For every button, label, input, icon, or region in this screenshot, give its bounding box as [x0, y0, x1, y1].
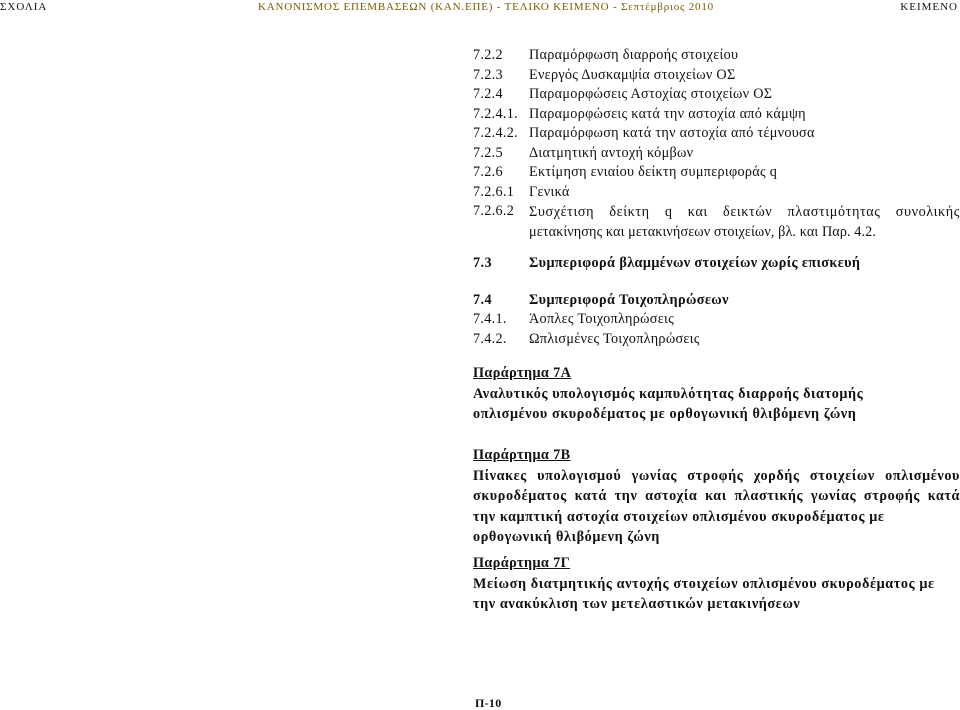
toc-item-number: 7.4.2. [473, 330, 507, 347]
toc-item-title: Άοπλες Τοιχοπληρώσεις [529, 311, 675, 327]
header-left-label: ΣΧΟΛΙΑ [0, 1, 48, 13]
toc-section-heading [473, 254, 960, 274]
toc-item [473, 144, 960, 164]
toc-item-number: 7.2.6.1 [473, 183, 515, 200]
toc-section-number: 7.3 [473, 255, 492, 271]
toc-section-heading [473, 291, 960, 311]
appendix-label: Παράρτημα 7Β [473, 447, 571, 463]
spacer [473, 274, 960, 291]
toc-item-title: Διατμητική αντοχή κόμβων [529, 144, 694, 161]
appendix-title-line: σκυροδέματος κατά την αστοχία και πλαστικής γωνίας στροφής κατά [473, 488, 960, 504]
appendix-7a [473, 363, 960, 425]
toc-item-title: Ωπλισμένες Τοιχοπληρώσεις [529, 330, 700, 347]
page-number: Π-10 [475, 696, 502, 710]
toc-item [473, 46, 960, 66]
toc-item-title [529, 202, 960, 242]
toc-item-title: Παραμόρφωση διαρροής στοιχείου [529, 47, 739, 63]
toc-item-title: Ενεργός Δυσκαμψία στοιχείων ΟΣ [529, 66, 736, 83]
toc-item-number: 7.2.2 [473, 47, 503, 63]
running-header [0, 0, 960, 14]
toc-item-number: 7.2.4.2. [473, 125, 518, 141]
appendix-title-line: Αναλυτικός υπολογισμός καμπυλότητας διαρροής διατομής [473, 385, 864, 402]
header-document-title: ΚΑΝΟΝΙΣΜΟΣ ΕΠΕΜΒΑΣΕΩΝ (ΚΑΝ.ΕΠΕ) - ΤΕΛΙΚΟ ΚΕΙΜΕΝΟ - Σεπτέμβριος 2010 [258, 1, 714, 13]
appendix-title-line: Μείωση διατμητικής αντοχής στοιχείων οπλισμένου σκυροδέματος με [473, 575, 935, 592]
toc-item-number: 7.2.6.2 [473, 203, 515, 219]
toc-section-number: 7.4 [473, 291, 492, 308]
header-right-label: ΚΕΙΜΕΝΟ [900, 1, 958, 13]
toc-item-title: Παραμορφώσεις Αστοχίας στοιχείων ΟΣ [529, 86, 773, 102]
appendix-title-line: την καμπτική αστοχία στοιχείων οπλισμένου σκυροδέματος με [473, 508, 885, 525]
toc-item-number: 7.2.5 [473, 144, 503, 161]
toc-item [473, 202, 960, 242]
toc-item-number: 7.4.1. [473, 311, 507, 327]
toc-item [473, 85, 960, 105]
toc-item-title: Εκτίμηση ενιαίου δείκτη συμπεριφοράς q [529, 164, 778, 180]
appendix-title-line: την ανακύκλιση των μετελαστικών μετακινήσεων [473, 596, 801, 612]
toc-item-title-line: μετακίνησης και μετακινήσεων στοιχείων, βλ. και Παρ. 4.2. [529, 224, 876, 240]
toc-item-number: 7.2.4.1. [473, 105, 518, 122]
toc-item-number: 7.2.3 [473, 66, 503, 83]
appendix-title-line: Πίνακες υπολογισμού γωνίας στροφής χορδής στοιχείων οπλισμένου [473, 467, 960, 484]
toc-item-title: Παραμορφώσεις κατά την αστοχία από κάμψη [529, 105, 806, 122]
appendix-title-line: ορθογωνική θλιβόμενη ζώνη [473, 529, 660, 545]
toc-item-title-line: Συσχέτιση δείκτη q και δεικτών πλαστιμότητας συνολικής [529, 204, 960, 220]
appendix-label: Παράρτημα 7Γ [473, 555, 571, 571]
toc-item [473, 163, 960, 183]
appendix-7c [473, 553, 960, 615]
spacer [473, 242, 960, 254]
toc-item-title: Γενικά [529, 183, 570, 200]
toc-item [473, 66, 960, 86]
toc-section-title: Συμπεριφορά Τοιχοπληρώσεων [529, 291, 729, 308]
toc-item [473, 330, 960, 350]
toc-item [473, 105, 960, 125]
toc-item-number: 7.2.6 [473, 164, 503, 180]
toc-section-title: Συμπεριφορά βλαμμένων στοιχείων χωρίς επισκευή [529, 255, 861, 271]
appendix-7b [473, 445, 960, 548]
table-of-contents [473, 46, 960, 349]
toc-item [473, 124, 960, 144]
appendix-title-line: οπλισμένου σκυροδέματος με ορθογωνική θλιβόμενη ζώνη [473, 406, 857, 422]
appendix-label: Παράρτημα 7Α [473, 365, 572, 381]
toc-item [473, 310, 960, 330]
toc-item-title: Παραμόρφωση κατά την αστοχία από τέμνουσα [529, 125, 815, 141]
toc-item-number: 7.2.4 [473, 86, 503, 102]
toc-item [473, 183, 960, 203]
